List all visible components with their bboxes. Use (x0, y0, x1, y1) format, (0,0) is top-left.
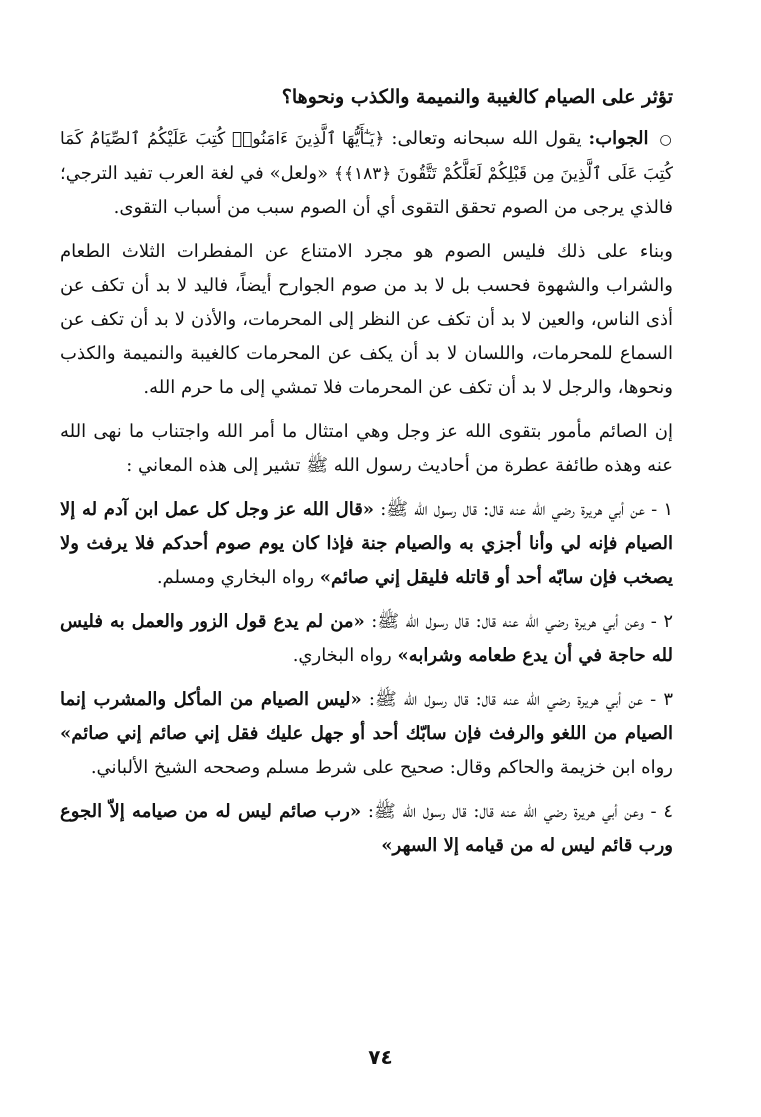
hadith-2 (60, 605, 673, 673)
answer-label: الجواب: (588, 128, 649, 149)
hadith-text: «رب صائم ليس له من صيامه إلاّ الجوع ورب قائم ليس له من قيامه إلا السهر» (60, 801, 673, 856)
hadith-source: رواه البخاري ومسلم. (156, 567, 314, 588)
hadith-number: ١ - (651, 499, 673, 520)
answer-explanation: «ولعل» في لغة العرب تفيد الترجي؛ فالذي يرجى من الصوم تحقق التقوى أي أن الصوم سبب من أسباب التقوى. (60, 163, 673, 218)
hadith-4 (60, 795, 673, 863)
hadith-intro: وعن أبي هريرة رضي الله عنه قال: قال رسول الله ﷺ: (367, 801, 644, 822)
hadith-text: «ليس الصيام من المأكل والمشرب إنما الصيام من اللغو والرفث فإن سابّك أحد أو جهل عليك فقل إني صائم إني صائم» (60, 689, 673, 744)
hadith-text: «قال الله عز وجل كل عمل ابن آدم له إلا الصيام فإنه لي وأنا أجزي به والصيام جنة فإذا كان يوم صوم أحدكم فلا يرفث ولا يصخب فإن سابّه أحد أو قاتله فليقل إني صائم» (60, 499, 673, 588)
hadith-number: ٣ - (650, 689, 673, 710)
answer-paragraph (60, 122, 673, 225)
circle-marker: ○ (659, 132, 673, 148)
hadith-number: ٢ - (650, 611, 673, 632)
taqwa-paragraph: إن الصائم مأمور بتقوى الله عز وجل وهي امتثال ما أمر الله واجتناب ما نهى الله عنه وهذه طائفة عطرة من أحاديث رسول الله ﷺ تشير إلى هذه المعاني : (60, 421, 673, 476)
quran-verse: ﴿يَـٰٓأَيُّهَا ٱلَّذِينَ ءَامَنُوا۟ كُتِبَ عَلَيْكُمُ ٱلصِّيَامُ كَمَا كُتِبَ عَلَى ٱلَّذِينَ مِن قَبْلِكُمْ لَعَلَّكُمْ تَتَّقُونَ ﴿١٨٣﴾﴾ (60, 129, 673, 184)
hadith-intro: وعن أبي هريرة رضي الله عنه قال: قال رسول الله ﷺ: (371, 611, 645, 632)
answer-intro: يقول الله سبحانه وتعالى: (391, 128, 582, 149)
hadith-source: رواه ابن خزيمة والحاكم وقال: صحيح على شرط مسلم وصححه الشيخ الألباني. (90, 757, 673, 778)
hadith-intro: عن أبي هريرة رضي الله عنه قال: قال رسول الله ﷺ: (380, 499, 645, 520)
hadith-intro: عن أبي هريرة رضي الله عنه قال: قال رسول الله ﷺ: (368, 689, 644, 710)
hadith-3 (60, 683, 673, 785)
hadith-1 (60, 493, 673, 595)
fasting-paragraph: وبناء على ذلك فليس الصوم هو مجرد الامتناع عن المفطرات الثلاث الطعام والشراب والشهوة فحسب بل لا بد من صوم الجوارح أيضاً، فاليد لا بد أن تكف عن أذى الناس، والعين لا بد أن تكف عن النظر إلى المحرمات، والأذن لا بد أن تكف عن السماع للمحرمات، واللسان لا بد أن يكف عن المحرمات كالغيبة والنميمة والكذب ونحوها، والرجل لا بد أن تكف عن المحرمات فلا تمشي إلى ما حرم الله. (60, 241, 673, 398)
page-number: ٧٤ (368, 1045, 393, 1069)
hadith-number: ٤ - (650, 801, 673, 822)
question-heading: تؤثر على الصيام كالغيبة والنميمة والكذب ونحوها؟ (281, 86, 673, 108)
hadith-text: «من لم يدع قول الزور والعمل به فليس لله حاجة في أن يدع طعامه وشرابه» (60, 611, 673, 666)
hadith-source: رواه البخاري. (292, 645, 392, 666)
